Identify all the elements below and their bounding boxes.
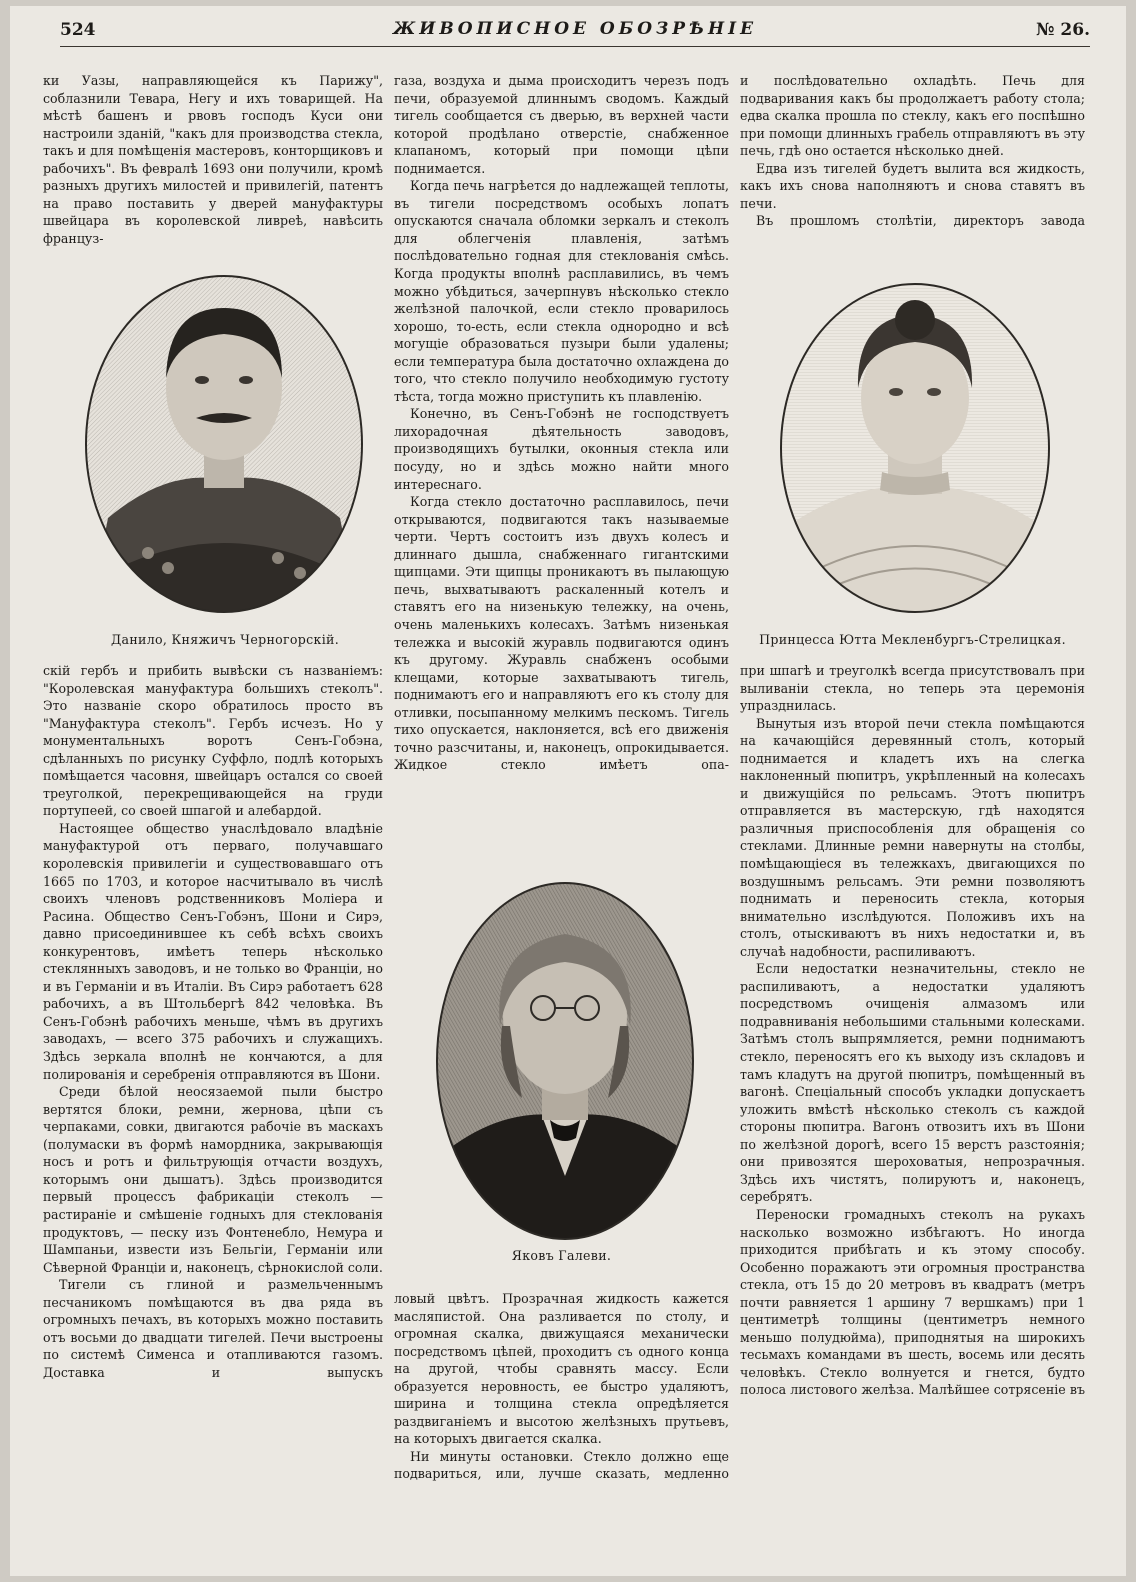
paragraph: Ни минуты остановки. Стекло должно еще подвариться, или, лучше сказать, медленно bbox=[394, 1448, 729, 1482]
paragraph: Вынутыя изъ второй печи стекла помѣщаются на качающійся деревянный столъ, который поднимается и кладетъ ихъ на слегка наклоненный пюпитръ, укрѣпленный на колесахъ и движущійся по рельсамъ. Этотъ пюпитръ отправляется въ мастерскую, гдѣ находятся различныя приспособленія для обращенія со стеклами. Длинные ремни навернуты на столбы, помѣщающіеся въ тележкахъ, двигающихся по воздушнымъ рельсамъ. Эти ремни позволяютъ поднимать и переносить стекла, которыя внимательно изслѣдуются. Положивъ ихъ на столъ, отыскиваютъ въ нихъ недостатки и, въ случаѣ надобности, распиливаютъ. bbox=[740, 715, 1085, 959]
issue-number: № 26. bbox=[1036, 20, 1090, 40]
page-number: 524 bbox=[60, 20, 96, 40]
header-rule bbox=[60, 46, 1090, 47]
journal-title: ЖИВОПИСНОЕ ОБОЗРѢНІЕ bbox=[392, 19, 758, 39]
paragraph: при шпагѣ и треуголкѣ всегда присутствовалъ при выливаніи стекла, но теперь эта церемонія упразднилась. bbox=[740, 663, 1085, 714]
column-3-bottom bbox=[740, 662, 1085, 1502]
caption-danilo: Данило, Княжичъ Черногорскій. bbox=[110, 632, 340, 647]
paragraph: Когда печь нагрѣется до надлежащей теплоты, въ тигели посредствомъ особыхъ лопатъ опускаются сначала обломки зеркалъ и стеколъ для облегченія плавленія, затѣмъ послѣдовательно годная для стеклованія смѣсь. Когда продукты вполнѣ расплавились, въ чемъ можно убѣдиться, зачерпнувъ нѣсколько стекло желѣзной палочкой, если стекло проварилось хорошо, то-есть, если стекла однородно и всѣ могущіе образоваться пузыри были удалены; если температура была достаточно охлаждена до того, что стекло получило необходимую густоту тѣста, тогда можно приступить къ плавленію. bbox=[394, 178, 729, 404]
portrait-halevy-engraving bbox=[430, 876, 700, 1246]
portrait-jutta-engraving bbox=[774, 276, 1056, 621]
column-2-top bbox=[394, 72, 729, 852]
column-1-bottom bbox=[43, 662, 383, 1502]
portrait-jutta-icon bbox=[774, 276, 1056, 621]
column-2-bottom bbox=[394, 1290, 729, 1502]
page-header bbox=[60, 14, 1090, 44]
paragraph: Переноски громадныхъ стеколъ на рукахъ насколько возможно избѣгаютъ. Но иногда приходится прибѣгать и къ этому способу. Особенно поражаютъ эти огромныя пространства стекла, отъ 15 до 20 метровъ въ квадратъ (метръ почти равняется 1 аршину 7 вершкамъ) при 1 центиметрѣ толщины (центиметръ немного меньшо полудюйма), приподнятыя на широкихъ тесьмахъ командами въ шесть, восемь или десять человѣкъ. Стекло волнуется и гнется, будто полоса листового желѣза. Малѣйшее сотрясеніе въ bbox=[740, 1206, 1085, 1398]
paragraph: Едва изъ тигелей будетъ вылита вся жидкость, какъ ихъ снова наполняютъ и снова ставятъ въ печи. bbox=[740, 160, 1085, 211]
paragraph: Тигели съ глиной и размельченнымъ песчаникомъ помѣщаются въ два ряда въ огромныхъ печахъ, въ которыхъ можно поставить отъ восьми до двадцати тигелей. Печи выстроены по системѣ Сименса и отапливаются газомъ. Доставка и выпускъ bbox=[43, 1277, 383, 1380]
newspaper-page bbox=[10, 6, 1126, 1576]
paragraph: скій гербъ и прибить вывѣски съ названіемъ: "Королевская мануфактура большихъ стеколъ". Это названіе скоро обратилось просто въ "Мануфактура стеколъ". Гербъ исчезъ. Но у монументальныхъ воротъ Сенъ-Гобэна, сдѣланныхъ по рисунку Суффло, подлѣ которыхъ помѣщается часовня, швейцаръ остался со своей треуголкой, перекрещивающейся на груди портупеей, со своей шпагой и алебардой. bbox=[43, 663, 383, 819]
paragraph: Конечно, въ Сенъ-Гобэнѣ не господствуетъ лихорадочная дѣятельность заводовъ, производящихъ бутылки, оконныя стекла или посуду, но и здѣсь можно найти много интереснаго. bbox=[394, 406, 729, 492]
paragraph: Среди бѣлой неосязаемой пыли быстро вертятся блоки, ремни, жернова, цѣпи съ черпаками, совки, двигаются рабочіе въ маскахъ (полумаски въ формѣ намордника, закрывающія носъ и ротъ и фильтрующія отчасти воздухъ, которымъ они дышатъ). Здѣсь производится первый процессъ фабрикаціи стеколъ — растираніе и смѣшеніе годныхъ для стеклованія продуктовъ, — песку изъ Фонтенебло, Немура и Шампаньи, извести изъ Бельгіи, Германіи или Сѣверной Франціи и, наконецъ, сѣрнокислой соли. bbox=[43, 1084, 383, 1275]
caption-jutta: Принцесса Ютта Мекленбургъ-Стрелицкая. bbox=[759, 632, 1066, 647]
portrait-danilo-icon bbox=[78, 268, 370, 620]
portrait-danilo-engraving bbox=[78, 268, 370, 620]
paragraph: Въ прошломъ столѣтіи, директоръ завода bbox=[756, 213, 1085, 229]
portrait-halevy-icon bbox=[430, 876, 700, 1246]
paragraph: Когда стекло достаточно расплавилось, печи открываются, подвигаются такъ называемые черти. Чертъ состоитъ изъ двухъ колесъ и длиннаго дышла, снабженнаго гигантскими щипцами. Эти щипцы проникаютъ въ пылающую печь, выхватываютъ раскаленный котелъ и ставятъ его на низенькую тележку, на очень, очень маленькихъ колесахъ. Затѣмъ низенькая тележка и высокій журавль подвигаются одинъ къ другому. Журавль снабженъ особыми клещами, которые захватываютъ тигель, поднимаютъ его и направляютъ его къ столу для отливки, посыпанному мелкимъ пескомъ. Тигель тихо опускается, наклоняется, всѣ его движенія точно разсчитаны, и, наконецъ, опрокидывается. Жидкое стекло имѣетъ опа- bbox=[394, 494, 729, 773]
paragraph: и послѣдовательно охладѣть. Печь для подваривания какъ бы продолжаетъ работу стола; едва скалка прошла по стеклу, какъ его поспѣшно при помощи длинныхъ грабель отправляютъ въ эту печь, гдѣ оно остается нѣсколько дней. bbox=[740, 73, 1085, 159]
paragraph: ки Уазы, направляющейся къ Парижу", соблазнили Тевара, Негу и ихъ товарищей. На мѣстѣ башенъ и рвовъ господъ Куси они настроили зданій, "какъ для производства стекла, такъ и для помѣщенія мастеровъ, конторщиковъ и рабочихъ". Въ февралѣ 1693 они получили, кромѣ разныхъ другихъ милостей и привилегій, патентъ на право поставить у дверей мануфактуры швейцара въ королевской ливреѣ, навѣсить француз- bbox=[43, 73, 383, 246]
column-1-top bbox=[43, 72, 383, 262]
paragraph: Настоящее общество унаслѣдовало владѣніе мануфактурой отъ перваго, получавшаго королевскія привилегіи и существовавшаго отъ 1665 по 1703, и которое насчитывало въ числѣ своихъ членовъ родственниковъ Моліера и Расина. Общество Сенъ-Гобэнъ, Шони и Сирэ, давно присоединившее къ себѣ всѣхъ своихъ конкурентовъ, имѣетъ теперь нѣсколько стеклянныхъ заводовъ, и не только во Франціи, но и въ Германіи и въ Италіи. Въ Сирэ работаетъ 628 рабочихъ, а въ Штольбергѣ 842 человѣка. Въ Сенъ-Гобэнѣ рабочихъ меньше, чѣмъ въ другихъ заводахъ, — всего 375 рабочихъ и служащихъ. Здѣсь зеркала вполнѣ не кончаются, а для полированія и серебренія отправляются въ Шони. bbox=[43, 820, 383, 1082]
paragraph: газа, воздуха и дыма происходитъ черезъ подъ печи, образуемой длиннымъ сводомъ. Каждый тигель сообщается съ дверью, въ верхней части которой продѣлано отверстіе, снабженное клапаномъ, который при помощи цѣпи поднимается. bbox=[394, 73, 729, 176]
column-3-top bbox=[740, 72, 1085, 252]
paragraph: ловый цвѣтъ. Прозрачная жидкость кажется масляпистой. Она разливается по столу, и огромная скалка, движущаяся механически посредствомъ цѣпей, проходитъ съ одного конца на другой, чтобы сравнять массу. Если образуется неровность, ее быстро удаляютъ, ширина и толщина стекла опредѣляется раздвиганіемъ и высотою желѣзныхъ прутьевъ, на которыхъ двигается скалка. bbox=[394, 1291, 729, 1447]
paragraph: Если недостатки незначительны, стекло не распиливаютъ, а недостатки удаляютъ посредствомъ очищенія алмазомъ или подравниванія небольшими стальными колесками. Затѣмъ столъ выпрямляется, ремни поднимаютъ стекло, переносятъ его къ выходу изъ складовъ и тамъ кладутъ на другой пюпитръ, помѣщенный въ вагонѣ. Спеціальный способъ укладки допускаетъ уложить вмѣстѣ нѣсколько стеколъ съ каждой стороны пюпитра. Вагонъ отвозитъ ихъ въ Шони по желѣзной дорогѣ, всего 15 верстъ разстоянія; они привозятся шероховатыя, непрозрачныя. Здѣсь ихъ чистятъ, полируютъ и, наконецъ, серебрятъ. bbox=[740, 961, 1085, 1205]
caption-halevy: Яковъ Галеви. bbox=[511, 1248, 612, 1263]
